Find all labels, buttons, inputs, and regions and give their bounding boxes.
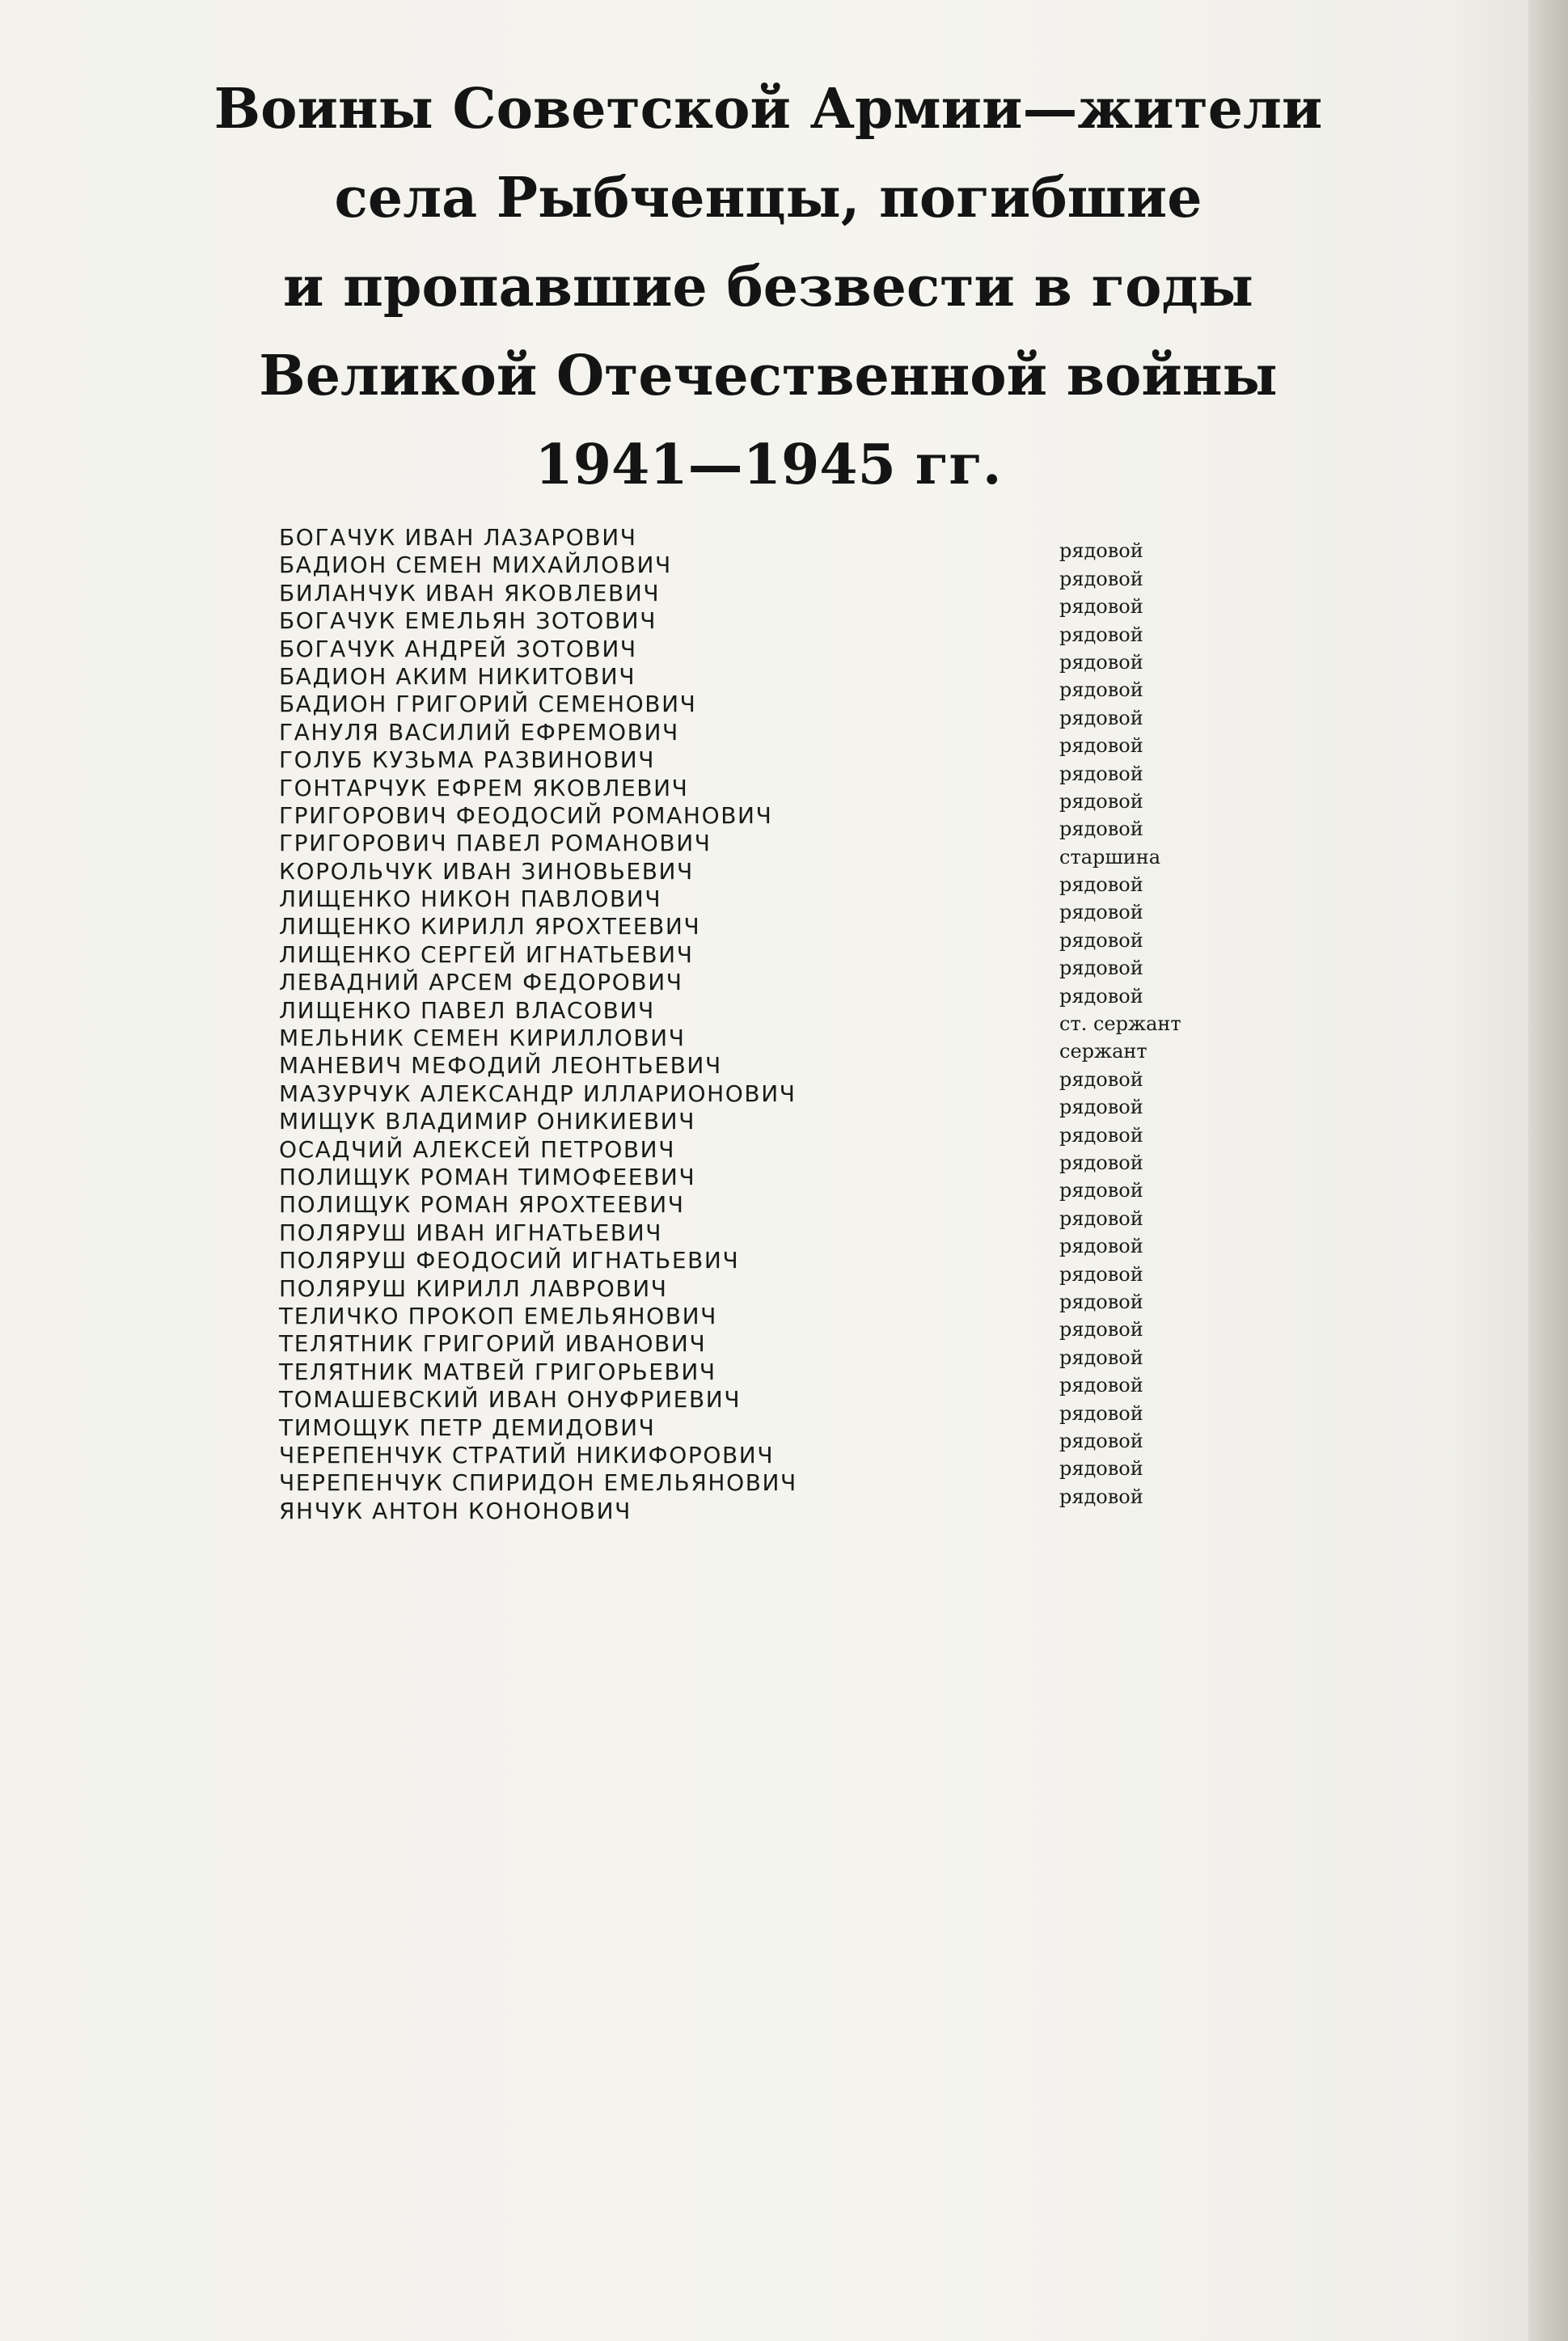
soldier-rank: рядовой xyxy=(1059,1235,1143,1258)
soldier-name: ТИМОЩУК ПЕТР ДЕМИДОВИЧ xyxy=(279,1413,656,1441)
soldier-rank: ст. сержант xyxy=(1059,1012,1181,1036)
soldier-name: ЛЕВАДНИЙ АРСЕМ ФЕДОРОВИЧ xyxy=(279,969,683,996)
soldier-name: БОГАЧУК АНДРЕЙ ЗОТОВИЧ xyxy=(279,635,637,662)
soldier-name: ТЕЛЯТНИК ГРИГОРИЙ ИВАНОВИЧ xyxy=(279,1330,707,1358)
soldier-rank: рядовой xyxy=(1059,623,1143,646)
soldier-name: ПОЛИЩУК РОМАН ТИМОФЕЕВИЧ xyxy=(279,1163,696,1190)
soldier-name: ГРИГОРОВИЧ ПАВЕЛ РОМАНОВИЧ xyxy=(279,830,712,857)
soldier-rank: рядовой xyxy=(1059,1401,1143,1425)
soldier-name: ПОЛИЩУК РОМАН ЯРОХТЕЕВИЧ xyxy=(279,1191,685,1219)
title-line: Воины Советской Армии—жители xyxy=(213,77,1323,142)
soldier-rank: рядовой xyxy=(1059,928,1143,952)
soldier-name: КОРОЛЬЧУК ИВАН ЗИНОВЬЕВИЧ xyxy=(279,857,694,885)
soldier-rank: рядовой xyxy=(1059,650,1143,674)
soldier-name: ТЕЛИЧКО ПРОКОП ЕМЕЛЬЯНОВИЧ xyxy=(279,1302,717,1329)
page-title xyxy=(162,65,1375,509)
soldier-rank: рядовой xyxy=(1059,678,1143,702)
soldier-name: ГОНТАРЧУК ЕФРЕМ ЯКОВЛЕВИЧ xyxy=(279,774,689,801)
soldier-name: БОГАЧУК ИВАН ЛАЗАРОВИЧ xyxy=(279,524,637,551)
soldier-name: ТЕЛЯТНИК МАТВЕЙ ГРИГОРЬЕВИЧ xyxy=(279,1358,716,1385)
soldier-rank: рядовой xyxy=(1059,1485,1143,1508)
soldier-name: ЧЕРЕПЕНЧУК СТРАТИЙ НИКИФОРОВИЧ xyxy=(279,1441,775,1468)
soldier-name: ЛИЩЕНКО НИКОН ПАВЛОВИЧ xyxy=(279,885,662,913)
soldier-name: ЛИЩЕНКО СЕРГЕЙ ИГНАТЬЕВИЧ xyxy=(279,940,694,968)
soldier-name: ОСАДЧИЙ АЛЕКСЕЙ ПЕТРОВИЧ xyxy=(279,1135,675,1163)
roster-row xyxy=(279,1485,1249,1525)
soldier-rank: рядовой xyxy=(1059,1429,1143,1452)
soldier-name: ПОЛЯРУШ ФЕОДОСИЙ ИГНАТЬЕВИЧ xyxy=(279,1247,740,1274)
soldier-name: МАНЕВИЧ МЕФОДИЙ ЛЕОНТЬЕВИЧ xyxy=(279,1052,722,1080)
soldier-rank: рядовой xyxy=(1059,957,1143,980)
title-line: села Рыбченцы, погибшие xyxy=(334,166,1202,230)
title-line: 1941—1945 гг. xyxy=(535,433,1002,497)
soldier-rank: рядовой xyxy=(1059,1346,1143,1369)
soldier-rank: рядовой xyxy=(1059,1123,1143,1147)
soldier-name: БАДИОН АКИМ НИКИТОВИЧ xyxy=(279,662,636,690)
soldier-rank: рядовой xyxy=(1059,1457,1143,1481)
soldier-name: МАЗУРЧУК АЛЕКСАНДР ИЛЛАРИОНОВИЧ xyxy=(279,1080,797,1107)
soldier-rank: рядовой xyxy=(1059,818,1143,841)
soldier-rank: рядовой xyxy=(1059,789,1143,813)
soldier-rank: сержант xyxy=(1059,1040,1147,1063)
soldier-name: БАДИОН ГРИГОРИЙ СЕМЕНОВИЧ xyxy=(279,691,697,718)
soldier-rank: рядовой xyxy=(1059,984,1143,1008)
soldier-rank: рядовой xyxy=(1059,762,1143,785)
soldier-rank: рядовой xyxy=(1059,595,1143,619)
soldier-rank: рядовой xyxy=(1059,1262,1143,1286)
soldier-name: ПОЛЯРУШ ИВАН ИГНАТЬЕВИЧ xyxy=(279,1219,663,1246)
soldier-rank: рядовой xyxy=(1059,1318,1143,1342)
soldier-name: БАДИОН СЕМЕН МИХАЙЛОВИЧ xyxy=(279,551,672,579)
soldier-name: ГАНУЛЯ ВАСИЛИЙ ЕФРЕМОВИЧ xyxy=(279,718,679,746)
soldier-rank: рядовой xyxy=(1059,706,1143,729)
soldier-name: ГОЛУБ КУЗЬМА РАЗВИНОВИЧ xyxy=(279,746,656,774)
soldier-rank: рядовой xyxy=(1059,1151,1143,1174)
soldier-rank: рядовой xyxy=(1059,734,1143,758)
soldier-name: МИЩУК ВЛАДИМИР ОНИКИЕВИЧ xyxy=(279,1108,696,1135)
roster-list xyxy=(279,524,1249,1525)
soldier-rank: рядовой xyxy=(1059,539,1143,563)
soldier-rank: рядовой xyxy=(1059,1206,1143,1230)
title-line: и пропавшие безвести в годы xyxy=(283,255,1253,319)
soldier-name: МЕЛЬНИК СЕМЕН КИРИЛЛОВИЧ xyxy=(279,1025,686,1052)
soldier-name: ЧЕРЕПЕНЧУК СПИРИДОН ЕМЕЛЬЯНОВИЧ xyxy=(279,1469,797,1497)
soldier-rank: рядовой xyxy=(1059,1096,1143,1119)
soldier-name: ПОЛЯРУШ КИРИЛЛ ЛАВРОВИЧ xyxy=(279,1274,668,1302)
soldier-name: ЛИЩЕНКО ПАВЕЛ ВЛАСОВИЧ xyxy=(279,996,655,1024)
soldier-name: ТОМАШЕВСКИЙ ИВАН ОНУФРИЕВИЧ xyxy=(279,1386,742,1413)
page-edge xyxy=(1528,0,1568,2341)
soldier-rank: старшина xyxy=(1059,845,1161,868)
soldier-name: ЯНЧУК АНТОН КОНОНОВИЧ xyxy=(279,1497,632,1524)
soldier-name: БИЛАНЧУК ИВАН ЯКОВЛЕВИЧ xyxy=(279,579,661,606)
soldier-rank: рядовой xyxy=(1059,901,1143,924)
soldier-rank: рядовой xyxy=(1059,1290,1143,1313)
soldier-rank: рядовой xyxy=(1059,1179,1143,1202)
soldier-rank: рядовой xyxy=(1059,1067,1143,1091)
soldier-rank: рядовой xyxy=(1059,873,1143,897)
soldier-rank: рядовой xyxy=(1059,1374,1143,1397)
soldier-rank: рядовой xyxy=(1059,567,1143,590)
soldier-name: ЛИЩЕНКО КИРИЛЛ ЯРОХТЕЕВИЧ xyxy=(279,913,701,940)
soldier-name: БОГАЧУК ЕМЕЛЬЯН ЗОТОВИЧ xyxy=(279,607,657,635)
title-line: Великой Отечественной войны xyxy=(259,344,1278,408)
soldier-name: ГРИГОРОВИЧ ФЕОДОСИЙ РОМАНОВИЧ xyxy=(279,801,773,829)
